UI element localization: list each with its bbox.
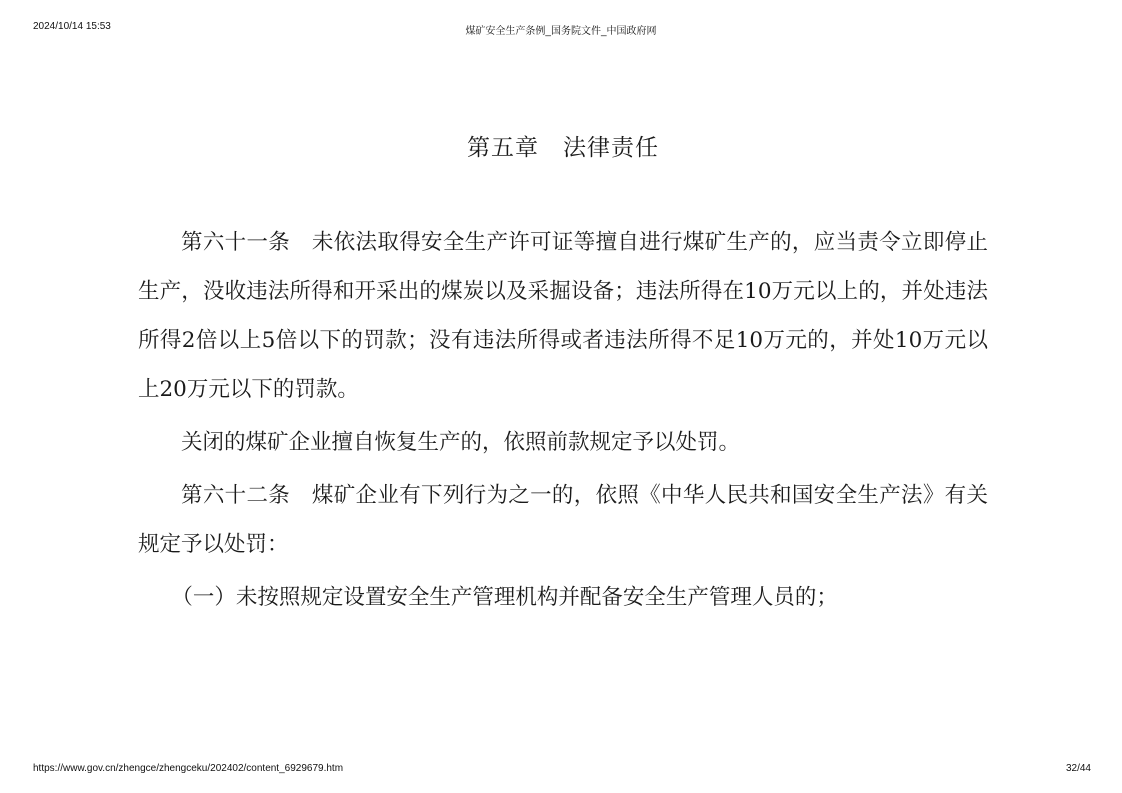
article-62-paragraph: 第六十二条 煤矿企业有下列行为之一的，依照《中华人民共和国安全生产法》有关规定予以处罚：	[138, 483, 988, 557]
page-number: 32/44	[1065, 763, 1091, 774]
print-page-title: 煤矿安全生产条例_国务院文件_中国政府网	[465, 26, 657, 37]
article-62-item-1: （一）未按照规定设置安全生产管理机构并配备安全生产管理人员的；	[171, 585, 838, 610]
chapter-title: 第五章 法律责任	[467, 135, 659, 161]
article-61-second-paragraph: 关闭的煤矿企业擅自恢复生产的，依照前款规定予以处罚。	[181, 430, 741, 455]
print-datetime: 2024/10/14 15:53	[33, 21, 111, 32]
article-61-paragraph: 第六十一条 未依法取得安全生产许可证等擅自进行煤矿生产的，应当责令立即停止生产，没收违法所得和开采出的煤炭以及采掘设备；违法所得在10万元以上的，并处违法所得2倍以上5倍以下的罚款；没有违法所得或者违法所得不足10万元的，并处10万元以上20万元以下的罚款。	[138, 230, 988, 402]
source-url-link[interactable]: https://www.gov.cn/zhengce/zhengceku/202402/content_6929679.htm	[33, 763, 344, 774]
document-body	[138, 128, 988, 622]
